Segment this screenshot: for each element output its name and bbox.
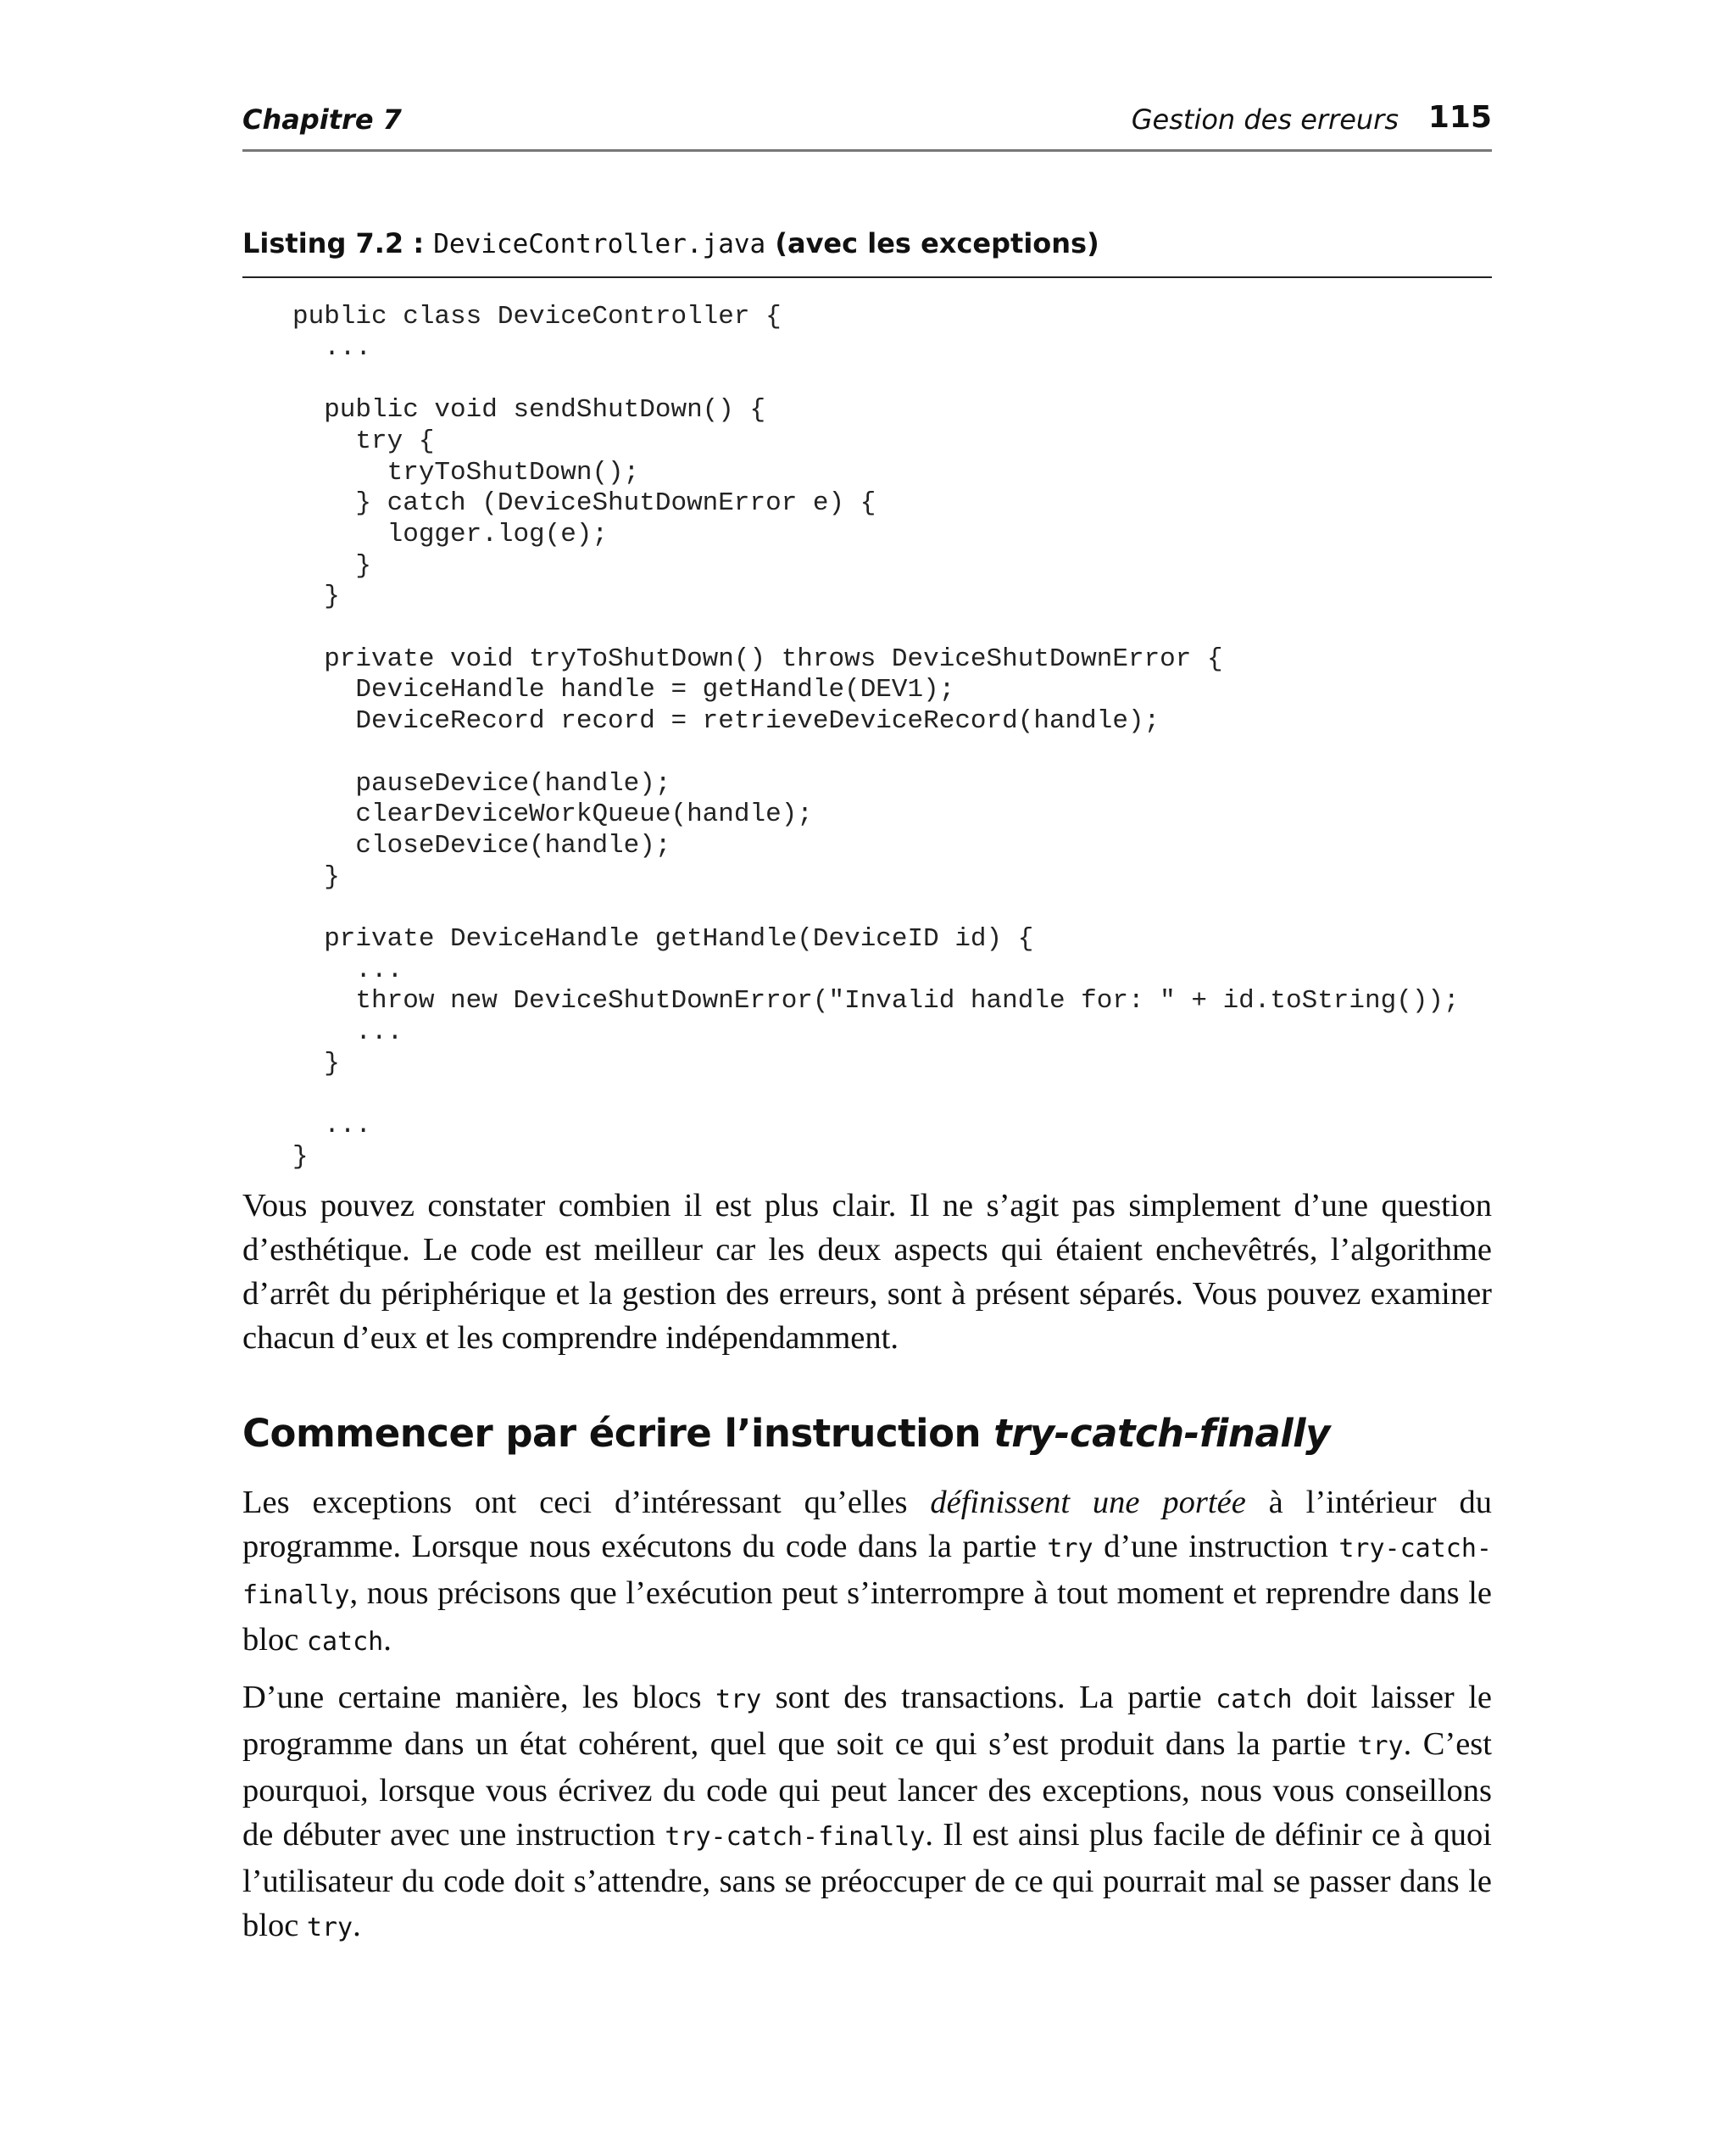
running-head [242, 100, 1492, 141]
listing-filename: DeviceController.java [433, 229, 766, 259]
section-label: Gestion des erreurs [1131, 103, 1399, 136]
para3-code-try-3: try [306, 1913, 353, 1942]
page-number: 115 [1427, 100, 1492, 135]
para2-text-5: . [383, 1622, 392, 1658]
para3-text-3: doit laisser le programme dans un état cohérent, quel que soit ce qui s’est produit dans la partie [242, 1680, 1492, 1762]
para2-text-3: d’une instruction [1093, 1529, 1339, 1564]
listing-label: Listing 7.2 : [242, 227, 425, 259]
para2-code-try-catch-finally: try-catch-finally [242, 1534, 1492, 1610]
para2-emphasis: définissent une portée [930, 1485, 1246, 1520]
code-listing: public class DeviceController { ... public void sendShutDown() { try { tryToShutDown(); } catch (DeviceShutDownError e) { logger.log(e); } } private void tryToShutDown() throws DeviceShutDownError { DeviceHandle handle = getHandle(DEV1); DeviceRecord record = retrieveDeviceRecord(handle); pauseDevice(handle); clearDeviceWorkQueue(handle); closeDevice(handle); } private DeviceHandle getHandle(DeviceID id) { ... throw new DeviceShutDownError("Invalid handle for: " + id.toString()); ... } ... } [292, 302, 1460, 1172]
section-heading-italic: try-catch-finally [993, 1411, 1330, 1456]
para2-text-4: , nous précisons que l’exécution peut s’interrompre à tout moment et reprendre dans le bloc [242, 1575, 1492, 1658]
paragraph-1-text: Vous pouvez constater combien il est plus clair. Il ne s’agit pas simplement d’une question d’esthétique. Le code est meilleur car les deux aspects qui étaient enchevêtrés, l’algorithme d’arrêt du périphérique et la gestion des erreurs, sont à présent séparés. Vous pouvez examiner chacun d’eux et les comprendre indépendamment. [242, 1188, 1492, 1356]
para3-code-try-catch-finally: try-catch-finally [665, 1822, 926, 1852]
listing-rule [242, 276, 1492, 278]
paragraph-2 [242, 1480, 1492, 1664]
para3-text-4: . C’est pourquoi, lorsque vous écrivez du code qui peut lancer des exceptions, nous vous conseillons de débuter avec une instruction [242, 1726, 1492, 1853]
paragraph-3-text [242, 1675, 1492, 1950]
listing-caption [242, 227, 1492, 259]
para2-code-try: try [1047, 1534, 1093, 1563]
para3-text-5: . Il est ainsi plus facile de définir ce à quoi l’utilisateur du code doit s’attendre, sans se préoccuper de ce qui pourrait mal se passer dans le bloc [242, 1817, 1492, 1943]
para3-text-2: sont des transactions. La partie [761, 1680, 1216, 1715]
paragraph-1 [242, 1184, 1492, 1360]
chapter-label: Chapitre 7 [242, 103, 402, 136]
para3-code-try-2: try [1357, 1731, 1404, 1761]
header-rule [242, 149, 1492, 152]
para3-text-6: . [353, 1908, 361, 1943]
section-heading-text: Commencer par écrire l’instruction [242, 1411, 994, 1456]
paragraph-2-text [242, 1480, 1492, 1664]
listing-caption-suffix: (avec les exceptions) [775, 227, 1099, 259]
para2-text-2: à l’intérieur du programme. Lorsque nous exécutons du code dans la partie [242, 1485, 1492, 1564]
paragraph-3 [242, 1675, 1492, 1950]
para3-text-1: D’une certaine manière, les blocs [242, 1680, 715, 1715]
section-heading [242, 1411, 1492, 1456]
para3-code-catch: catch [1216, 1685, 1293, 1714]
para3-code-try-1: try [715, 1685, 762, 1714]
para2-text-1: Les exceptions ont ceci d’intéressant qu’elles [242, 1485, 931, 1520]
para2-code-catch: catch [306, 1627, 384, 1657]
